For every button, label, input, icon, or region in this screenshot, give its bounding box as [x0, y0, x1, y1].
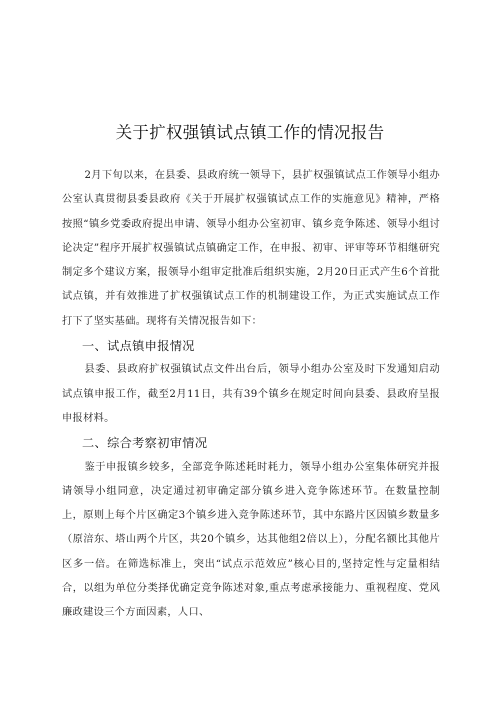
section-paragraph-2: 鉴于申报镇乡较多，全部竞争陈述耗时耗力，领导小组办公室集体研究并报请领导小组同意，决定通过初审确定部分镇乡进入竞争陈述环节。在数量控制上，原则上每个片区确定3个镇乡进入竞争陈述环节，其中东路片区因镇乡数量多（原涪东、塔山两个片区，共20个镇乡，达其他组2倍以上），分配名额比其他片区多一倍。在筛选标准上，突出“试点示范效应”核心目的,坚持定性与定量相结合，以组为单位分类择优确定竞争陈述对象,重点考虑承接能力、重视程度、党风廉政建设三个方面因素，人口、: [62, 461, 440, 619]
document-body: [62, 164, 440, 626]
section-heading-1: 一、试点镇申报情况: [82, 339, 195, 354]
section-paragraph-1: 县委、县政府扩权强镇试点文件出台后，领导小组办公室及时下发通知启动试点镇申报工作，截至2月11日，共有39个镇乡在规定时间向县委、县政府呈报申报材料。: [62, 364, 440, 424]
section-heading-2: 二、综合考察初审情况: [82, 436, 208, 451]
document-title: 关于扩权强镇试点镇工作的情况报告: [115, 123, 385, 142]
intro-paragraph: 2月下旬以来，在县委、县政府统一领导下，县扩权强镇试点工作领导小组办公室认真贯彻县委县政府《关于开展扩权强镇试点工作的实施意见》精神，严格按照“镇乡党委政府提出申请、领导小组办公室初审、镇乡竞争陈述、领导小组讨论决定”程序开展扩权强镇试点镇确定工作，在申报、初审、评审等环节相继研究制定多个建议方案，报领导小组审定批准后组织实施，2月20日正式产生6个首批试点镇，并有效推进了扩权强镇试点工作的机制建设工作，为正式实施试点工作打下了坚实基础。现将有关情况报告如下：: [62, 170, 440, 327]
